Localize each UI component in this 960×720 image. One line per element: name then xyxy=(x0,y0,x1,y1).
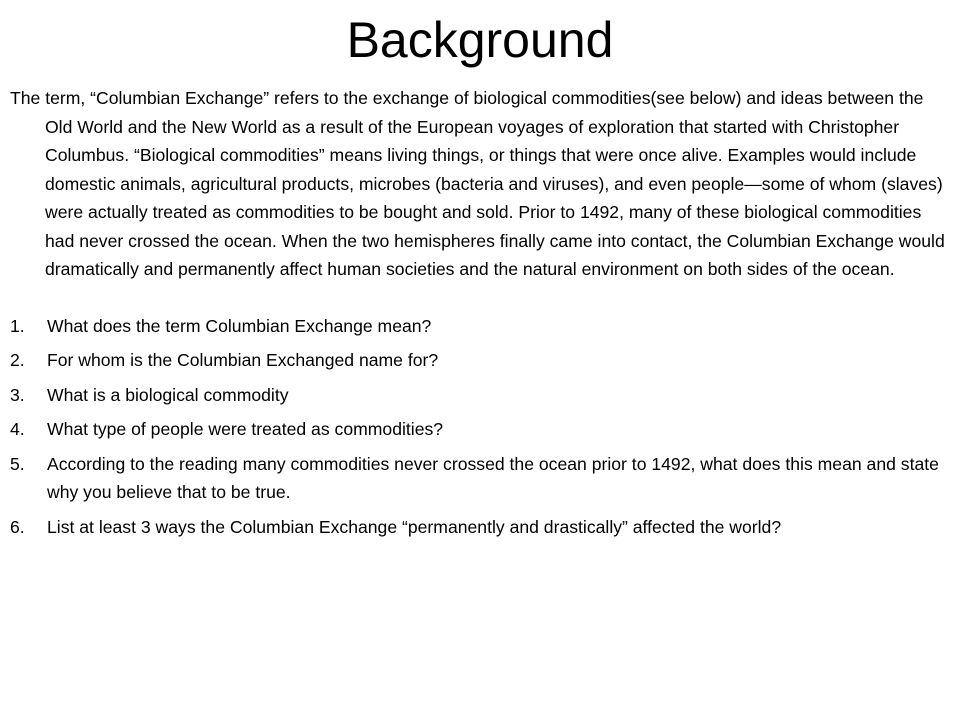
question-item xyxy=(10,513,950,542)
intro-paragraph: The term, “Columbian Exchange” refers to the exchange of biological commodities(see below) and ideas between the Old World and the New World as a result of the European voyages of exploration that started with Christopher Columbus. “Biological commodities” means living things, or things that were once alive. Examples would include domestic animals, agricultural products, microbes (bacteria and viruses), and even people—some of whom (slaves) were actually treated as commodities to be bought and sold. Prior to 1492, many of these biological commodities had never crossed the ocean. When the two hemispheres finally came into contact, the Columbian Exchange would dramatically and permanently affect human societies and the natural environment on both sides of the ocean. xyxy=(10,88,945,279)
question-item xyxy=(10,346,950,375)
slide-title: Background xyxy=(346,12,614,68)
question-text: According to the reading many commodities never crossed the ocean prior to 1492, what does this mean and state why you believe that to be true. xyxy=(47,453,939,502)
question-number: 5. xyxy=(10,453,25,474)
question-number: 3. xyxy=(10,384,25,405)
slide-body xyxy=(10,84,950,547)
question-item xyxy=(10,415,950,444)
question-item xyxy=(10,312,950,341)
question-number: 2. xyxy=(10,350,25,370)
question-text: List at least 3 ways the Columbian Exchange “permanently and drastically” affected the world? xyxy=(47,516,782,537)
question-text: What type of people were treated as commodities? xyxy=(47,419,444,439)
question-list xyxy=(10,312,950,542)
question-item xyxy=(10,381,950,410)
question-number: 4. xyxy=(10,419,25,439)
question-item xyxy=(10,450,950,507)
question-text: What is a biological commodity xyxy=(47,384,289,405)
question-number: 6. xyxy=(10,516,25,537)
question-text: What does the term Columbian Exchange mean? xyxy=(47,315,432,336)
question-text: For whom is the Columbian Exchanged name for? xyxy=(47,350,439,370)
question-number: 1. xyxy=(10,315,25,336)
